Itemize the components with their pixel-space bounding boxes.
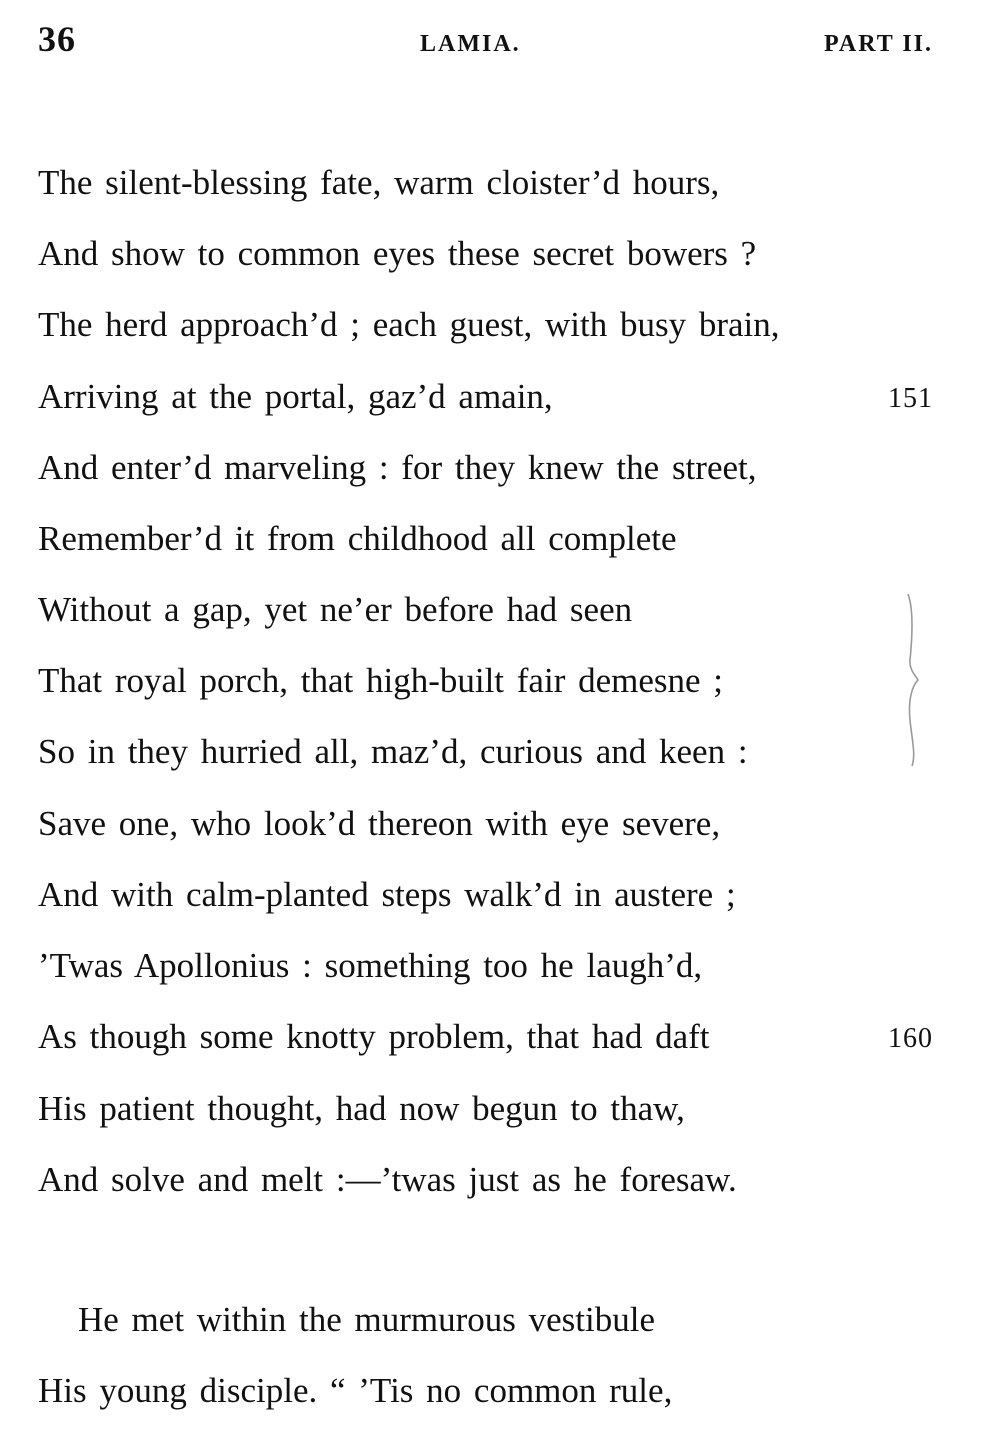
verse-line xyxy=(38,941,933,991)
verse-line xyxy=(38,585,933,635)
margin-brace-mark xyxy=(900,590,930,770)
verse-line-text: That royal porch, that high-built fair demesne ; xyxy=(38,661,724,700)
verse-line xyxy=(38,300,933,350)
verse-line xyxy=(38,656,933,706)
verse-line xyxy=(38,229,933,279)
verse-line-text: The silent-blessing fate, warm cloister’d hours, xyxy=(38,163,720,202)
verse-line-text: Remember’d it from childhood all complete xyxy=(38,519,677,558)
verse-line-text: His patient thought, had now begun to thaw, xyxy=(38,1089,685,1128)
verse-line-text: So in they hurried all, maz’d, curious and keen : xyxy=(38,732,748,771)
verse-line xyxy=(38,158,933,208)
verse-line xyxy=(38,870,933,920)
running-head xyxy=(38,18,933,68)
running-title: LAMIA. xyxy=(420,31,521,57)
verse-line-text: His young disciple. “ ’Tis no common rule, xyxy=(38,1371,673,1410)
verse-line-text: Without a gap, yet ne’er before had seen xyxy=(38,590,633,629)
verse-line xyxy=(38,1155,933,1205)
line-number: 160 xyxy=(888,1023,933,1054)
line-number: 151 xyxy=(888,383,933,414)
verse-line-text: Save one, who look’d thereon with eye severe, xyxy=(38,804,721,843)
verse-line-text: And with calm-planted steps walk’d in austere ; xyxy=(38,875,736,914)
verse-line-text: Arriving at the portal, gaz’d amain, xyxy=(38,377,553,416)
verse-line xyxy=(38,727,933,777)
verse-line-text: And show to common eyes these secret bowers ? xyxy=(38,234,757,273)
verse-line xyxy=(38,1084,933,1134)
verse-line-text: As though some knotty problem, that had daft xyxy=(38,1017,710,1056)
verse-line xyxy=(38,514,933,564)
verse-line-text: He met within the murmurous vestibule xyxy=(78,1300,655,1339)
verse-line xyxy=(38,443,933,493)
verse-line-text: ’Twas Apollonius : something too he laugh’d, xyxy=(38,946,703,985)
verse-line-text: And enter’d marveling : for they knew the street, xyxy=(38,448,757,487)
verse-line xyxy=(38,1366,933,1416)
part-label: PART II. xyxy=(824,31,933,57)
verse-line xyxy=(38,372,933,422)
verse-line-text: The herd approach’d ; each guest, with busy brain, xyxy=(38,305,780,344)
verse-line xyxy=(38,799,933,849)
verse-line-text: And solve and melt :—’twas just as he foresaw. xyxy=(38,1160,737,1199)
page-number: 36 xyxy=(38,19,76,59)
verse-line xyxy=(38,1012,933,1062)
verse-line-indented xyxy=(78,1295,933,1345)
